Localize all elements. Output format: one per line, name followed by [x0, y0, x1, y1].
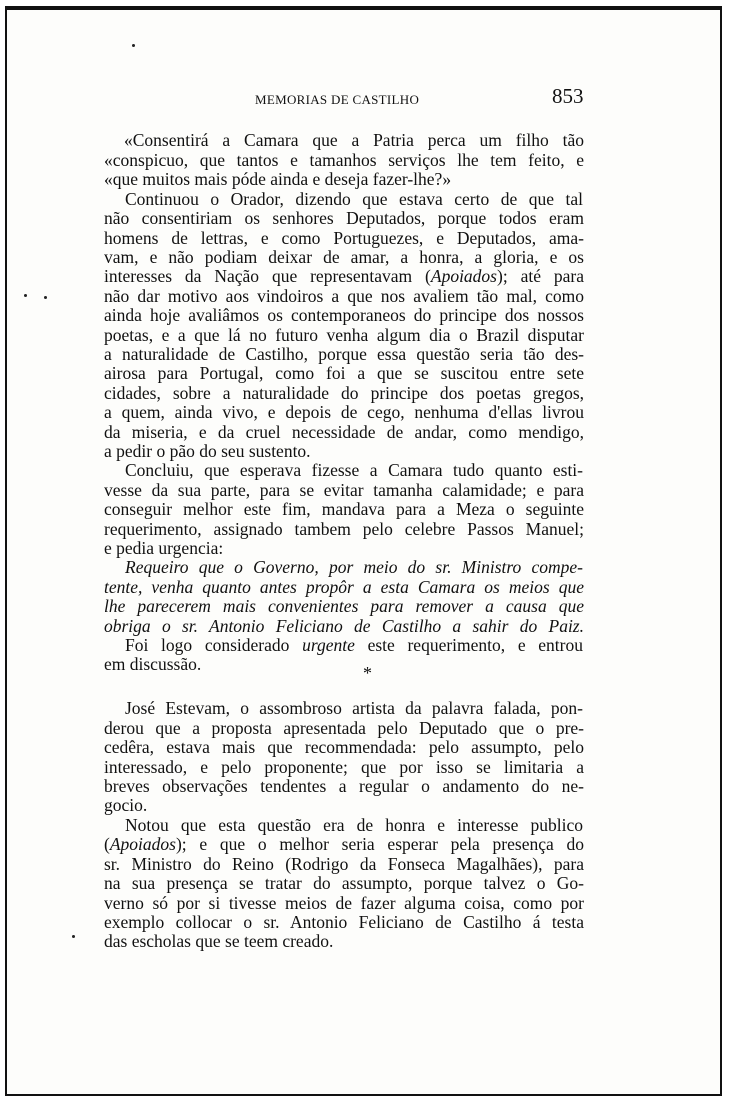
text-line: a quem, ainda vivo, e depois de cego, nenhuma d'ellas livrou: [104, 402, 584, 422]
text-line: ainda hoje avaliâmos os contemporaneos do principe dos nossos: [104, 305, 584, 325]
text-line: José Estevam, o assombroso artista da palavra falada, pon-: [125, 698, 583, 718]
text-line: Continuou o Orador, dizendo que estava certo de que tal: [125, 189, 583, 209]
text-line: sr. Ministro do Reino (Rodrigo da Fonseca Magalhães), para: [104, 854, 584, 874]
text-line: da miseria, e da cruel necessidade de andar, como mendigo,: [104, 422, 584, 442]
text-line: gocio.: [104, 795, 148, 815]
text-line: «conspicuo, que tantos e tamanhos serviços lhe tem feito, e: [104, 150, 584, 170]
text-line: vesse da sua parte, para se evitar tamanha calamidade; e para: [104, 480, 584, 500]
text-line: a naturalidade de Castilho, porque essa questão seria tão des-: [104, 344, 584, 364]
text-line: homens de lettras, e como Portuguezes, e Deputados, ama-: [104, 228, 584, 248]
text-line: derou que a proposta apresentada pelo Deputado que o pre-: [104, 718, 584, 738]
text-line: poetas, e a que lá no futuro venha algum dia o Brazil disputar: [104, 325, 584, 345]
text-run: (: [104, 834, 110, 854]
text-run: ); e que o melhor seria esperar pela presença do: [175, 834, 584, 854]
text-run: Foi logo considerado: [125, 635, 303, 655]
text-run: ); até para: [497, 266, 584, 286]
running-head: MEMORIAS DE CASTILHO: [255, 92, 420, 107]
italic-apoiados: Apoiados: [430, 266, 497, 286]
text-line: em discussão.: [104, 654, 202, 674]
page-number: 853: [552, 84, 584, 108]
text-line: airosa para Portugal, como foi a que se suscitou entre sete: [104, 363, 584, 383]
text-line: não consentiriam os senhores Deputados, porque todos eram: [104, 208, 584, 228]
text-line-italic: lhe parecerem mais convenientes para remover a causa que: [104, 596, 584, 616]
text-line: não dar motivo aos vindoiros a que nos avaliem tão mal, como: [104, 286, 584, 306]
text-line-mixed: [104, 267, 584, 286]
text-line-italic: Requeiro que o Governo, por meio do sr. Ministro compe-: [125, 557, 583, 577]
text-line-italic: tente, venha quanto antes propôr a esta Camara os meios que: [104, 577, 584, 597]
speck: [44, 296, 47, 299]
text-line: vam, e não podiam deixar de amar, a honra, a gloria, e os: [104, 247, 584, 267]
text-line: das escholas que se teem creado.: [104, 931, 334, 951]
text-line: breves observações tendentes a regular o andamento do ne-: [104, 776, 584, 796]
speck: [132, 44, 135, 47]
text-line: «que muitos mais póde ainda e deseja fazer-lhe?»: [104, 169, 452, 189]
text-line-mixed: [104, 835, 584, 854]
book-page: [5, 6, 722, 1096]
text-line: e pedia urgencia:: [104, 538, 224, 558]
text-line: interessado, e pelo proponente; que por isso se limitaria a: [104, 757, 584, 777]
text-line: Notou que esta questão era de honra e interesse publico: [125, 815, 583, 835]
italic-urgente: urgente: [302, 635, 355, 655]
text-line: cidades, sobre a naturalidade do principe dos poetas gregos,: [104, 383, 584, 403]
section-separator: *: [363, 663, 372, 683]
text-run: este requerimento, e entrou: [354, 635, 583, 655]
speck: [24, 294, 27, 297]
text-line: exemplo collocar o sr. Antonio Feliciano de Castilho á testa: [104, 912, 584, 932]
text-line: na sua presença se tratar do assumpto, porque talvez o Go-: [104, 873, 584, 893]
text-line: cedêra, estava mais que recommendada: pelo assumpto, pelo: [104, 737, 584, 757]
text-line-mixed: [125, 636, 583, 655]
text-line: a pedir o pão do seu sustento.: [104, 441, 311, 461]
text-line: conseguir melhor este fim, mandava para a Meza o seguinte: [104, 499, 584, 519]
text-run: interesses da Nação que representavam (: [104, 266, 431, 286]
text-line: Concluiu, que esperava fizesse a Camara tudo quanto esti-: [125, 460, 583, 480]
text-line: requerimento, assignado tambem pelo celebre Passos Manuel;: [104, 519, 584, 539]
text-line: «Consentirá a Camara que a Patria perca um filho tão: [124, 130, 584, 150]
text-line-italic: obriga o sr. Antonio Feliciano de Castilho a sahir do Paiz.: [104, 616, 584, 636]
italic-apoiados: Apoiados: [109, 834, 176, 854]
text-line: verno só por si tivesse meios de fazer alguma coisa, como por: [104, 893, 584, 913]
speck: [72, 935, 75, 938]
